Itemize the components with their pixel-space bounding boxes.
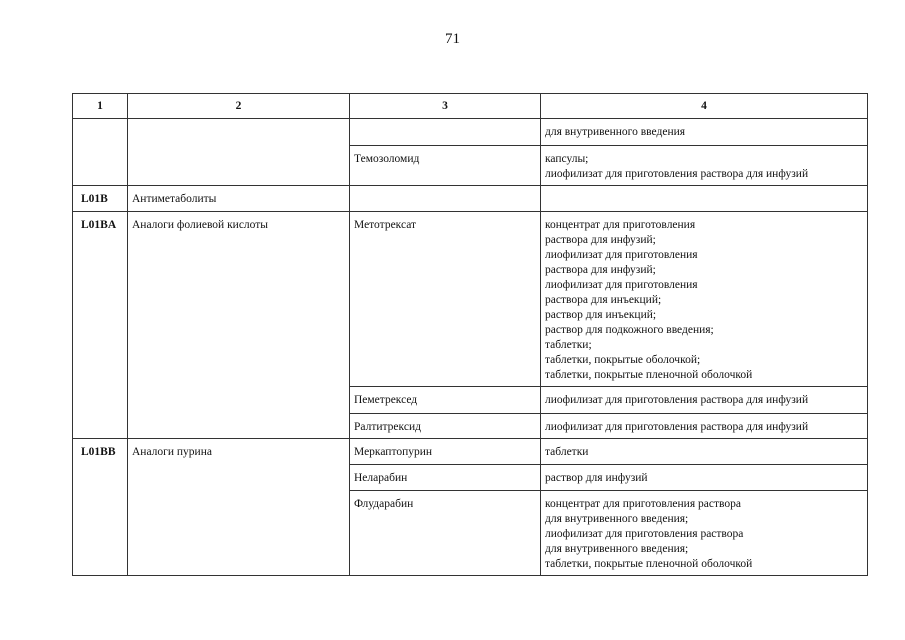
form-line: раствора для инфузий; — [545, 234, 656, 246]
form-line: концентрат для приготовления раствора — [545, 498, 741, 510]
drug-name: Меркаптопурин — [350, 439, 541, 465]
form-line: лиофилизат для приготовления раствора для инфузий — [545, 421, 809, 433]
column-header: 3 — [350, 94, 541, 119]
form-line: лиофилизат для приготовления раствора для инфузий — [545, 394, 809, 406]
forms-cell — [541, 146, 868, 186]
drug-cell — [350, 119, 541, 146]
forms-cell — [541, 414, 868, 439]
form-line: для внутривенного введения — [545, 126, 686, 138]
form-line: таблетки; — [545, 339, 592, 351]
drug-cell — [350, 186, 541, 212]
atc-code: L01BA — [73, 212, 128, 439]
page-number: 71 — [445, 31, 460, 47]
form-line: раствора для инъекций; — [545, 294, 662, 306]
form-line: для внутривенного введения; — [545, 513, 689, 525]
form-line: раствор для подкожного введения; — [545, 324, 714, 336]
forms-cell — [541, 387, 868, 414]
form-line: таблетки, покрытые оболочкой; — [545, 354, 701, 366]
group-name: Аналоги пурина — [128, 439, 350, 576]
drug-name: Ралтитрексид — [350, 414, 541, 439]
atc-code: L01B — [73, 186, 128, 212]
forms-cell — [541, 119, 868, 146]
form-line: таблетки, покрытые пленочной оболочкой — [545, 369, 753, 381]
column-header: 4 — [541, 94, 868, 119]
group-name: Аналоги фолиевой кислоты — [128, 212, 350, 439]
group-cell — [128, 119, 350, 186]
forms-cell — [541, 491, 868, 576]
forms-cell — [541, 212, 868, 387]
form-line: лиофилизат для приготовления — [545, 249, 698, 261]
code-cell — [73, 119, 128, 186]
form-line: раствор для инъекций; — [545, 309, 657, 321]
drug-name: Неларабин — [350, 465, 541, 491]
table-row — [73, 119, 868, 146]
column-header: 2 — [128, 94, 350, 119]
forms-cell — [541, 186, 868, 212]
form-line: лиофилизат для приготовления раствора для инфузий — [545, 168, 809, 180]
header-row — [73, 94, 868, 119]
form-line: таблетки — [545, 446, 589, 458]
drug-name: Пеметрексед — [350, 387, 541, 414]
form-line: капсулы; — [545, 153, 589, 165]
forms-cell — [541, 439, 868, 465]
group-name: Антиметаболиты — [128, 186, 350, 212]
form-line: раствора для инфузий; — [545, 264, 656, 276]
drug-name: Темозоломид — [350, 146, 541, 186]
form-line: лиофилизат для приготовления раствора — [545, 528, 744, 540]
forms-cell — [541, 465, 868, 491]
table-row — [73, 439, 868, 465]
atc-code: L01BB — [73, 439, 128, 576]
table-row — [73, 212, 868, 387]
column-header: 1 — [73, 94, 128, 119]
form-line: для внутривенного введения; — [545, 543, 689, 555]
form-line: раствор для инфузий — [545, 472, 648, 484]
form-line: лиофилизат для приготовления — [545, 279, 698, 291]
drug-table — [72, 93, 868, 576]
drug-name: Флударабин — [350, 491, 541, 576]
form-line: концентрат для приготовления — [545, 219, 696, 231]
form-line: таблетки, покрытые пленочной оболочкой — [545, 558, 753, 570]
drug-name: Метотрексат — [350, 212, 541, 387]
table-row — [73, 186, 868, 212]
